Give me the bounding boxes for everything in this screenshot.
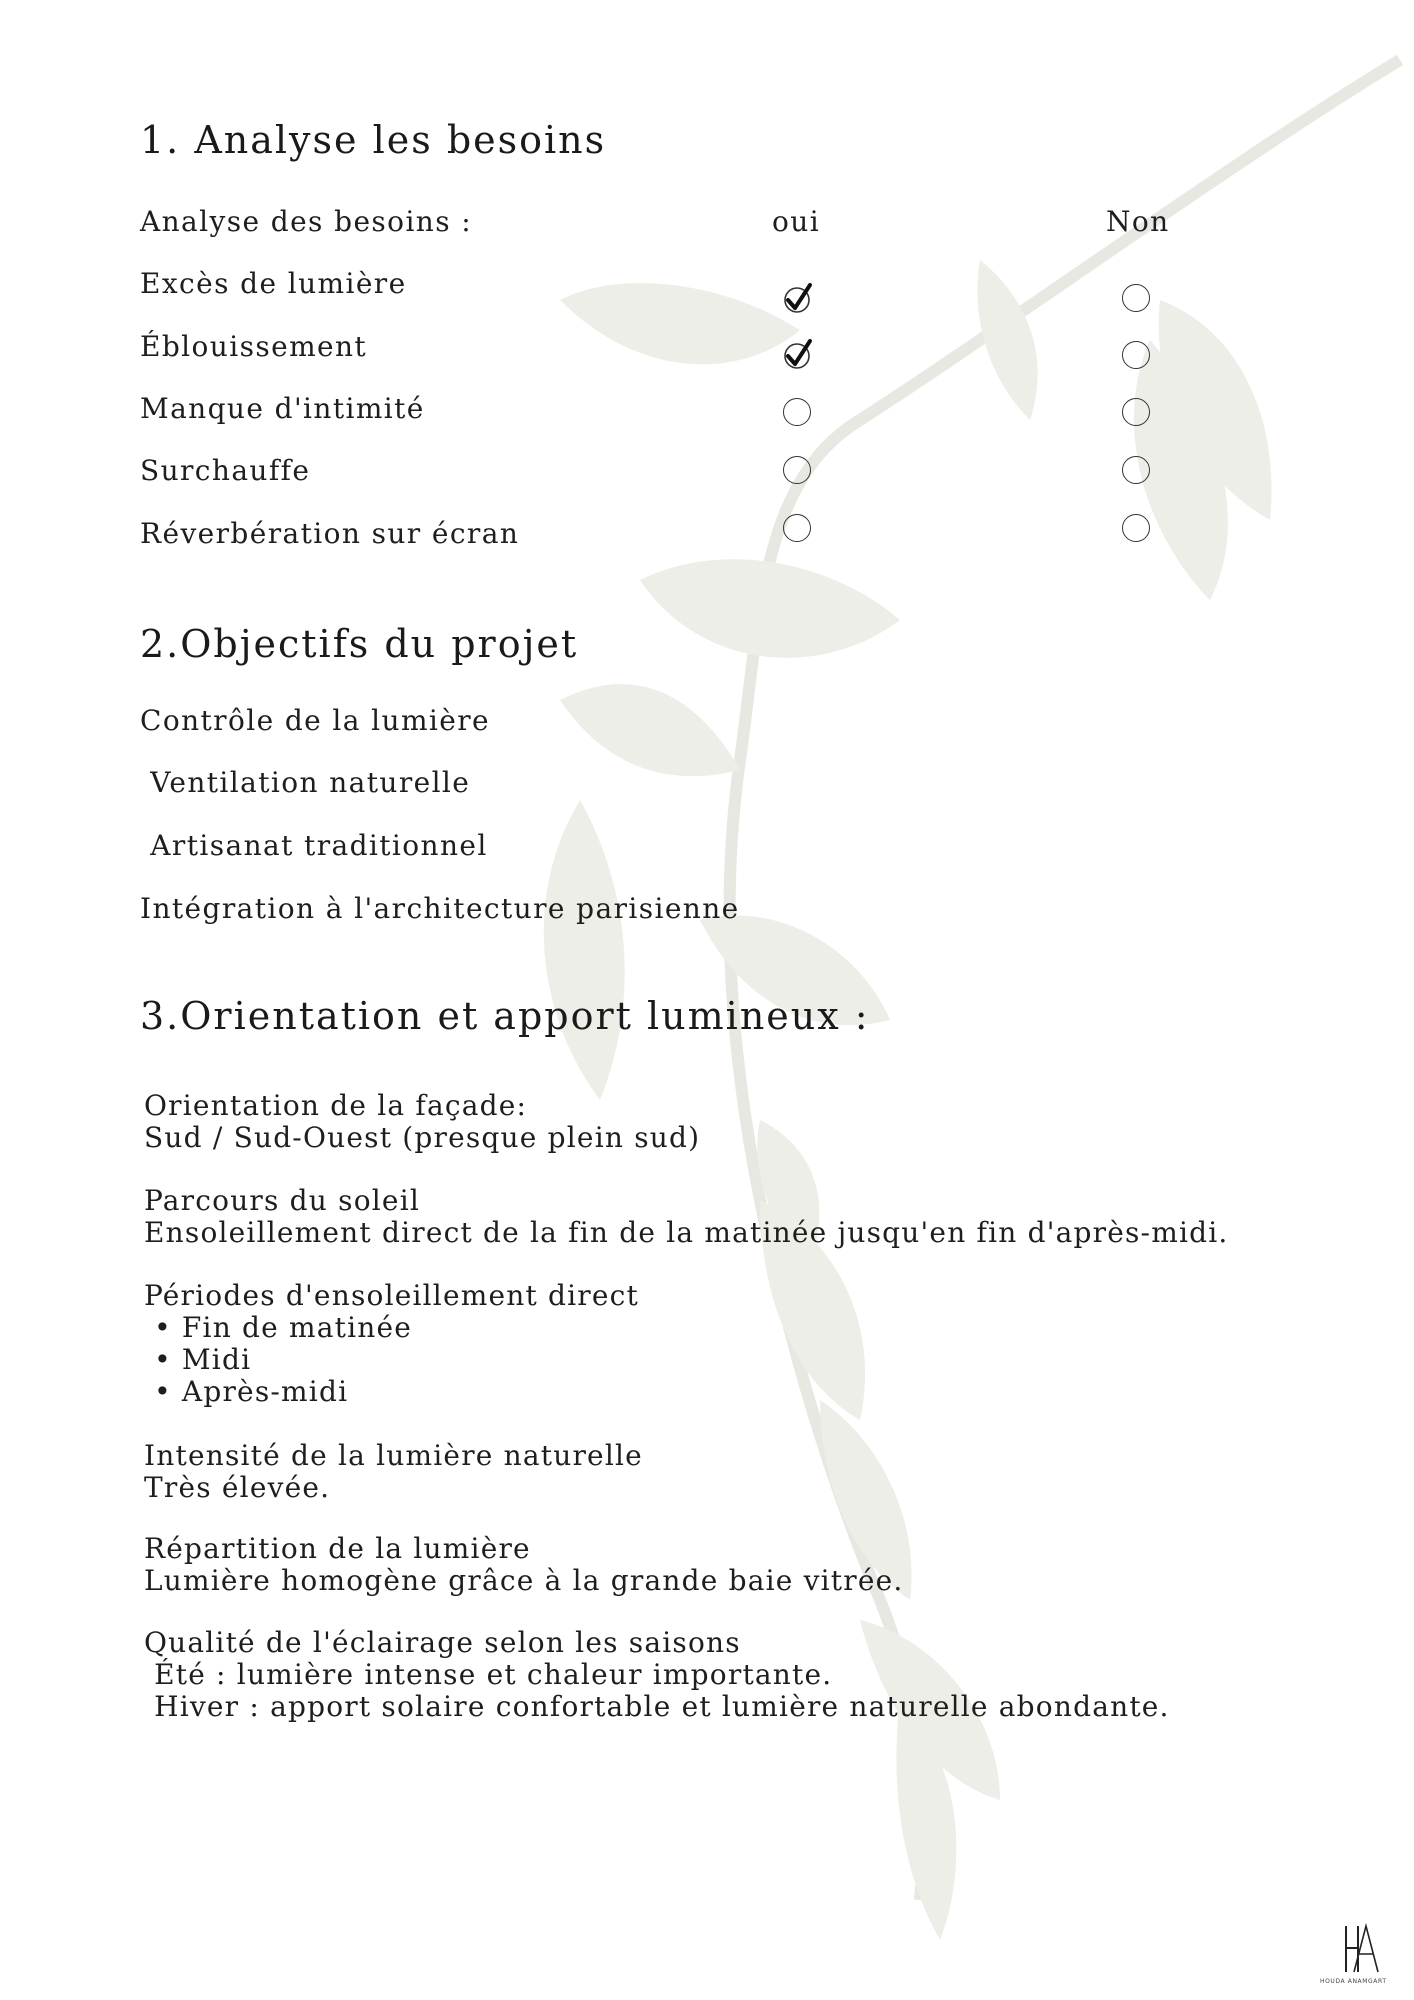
section-3-title: 3.Orientation et apport lumineux : (140, 994, 870, 1038)
info-block-sun-path (144, 1185, 1229, 1249)
section-2-title: 2.Objectifs du projet (140, 622, 579, 666)
logo-monogram-icon (1336, 1920, 1382, 1980)
radio-empty-icon[interactable] (1122, 514, 1150, 542)
radio-empty-icon[interactable] (1122, 456, 1150, 484)
needs-header-label: Analyse des besoins : (140, 205, 473, 238)
info-heading: Périodes d'ensoleillement direct (144, 1279, 639, 1312)
list-item: Intégration à l'architecture parisienne (140, 892, 740, 925)
radio-empty-icon[interactable] (1122, 398, 1150, 426)
info-line: Ensoleillement direct de la fin de la matinée jusqu'en fin d'après-midi. (144, 1216, 1229, 1249)
info-line: Très élevée. (144, 1471, 331, 1504)
col-header-no: Non (1106, 205, 1170, 238)
info-line: Sud / Sud-Ouest (presque plein sud) (144, 1121, 701, 1154)
info-heading: Orientation de la façade: (144, 1089, 528, 1122)
needs-row-label: Surchauffe (140, 454, 311, 487)
list-item: Contrôle de la lumière (140, 704, 490, 737)
needs-row-label: Excès de lumière (140, 267, 407, 300)
needs-row-label: Éblouissement (140, 330, 368, 363)
radio-empty-icon[interactable] (783, 514, 811, 542)
col-header-yes: oui (772, 205, 821, 238)
info-line: • Après-midi (144, 1375, 349, 1408)
info-block-orientation (144, 1090, 700, 1154)
list-item: Ventilation naturelle (140, 766, 471, 799)
radio-empty-icon[interactable] (1122, 284, 1150, 312)
logo-caption: HOUDA ANAMGART (1320, 1978, 1387, 1985)
info-block-seasons (144, 1627, 1170, 1723)
info-line: Lumière homogène grâce à la grande baie vitrée. (144, 1564, 904, 1597)
info-line: • Midi (144, 1343, 252, 1376)
section-1-title: 1. Analyse les besoins (140, 118, 607, 162)
needs-row-label: Manque d'intimité (140, 392, 425, 425)
info-line: • Fin de matinée (144, 1311, 413, 1344)
list-item: Artisanat traditionnel (140, 829, 488, 862)
radio-empty-icon[interactable] (783, 398, 811, 426)
info-heading: Intensité de la lumière naturelle (144, 1439, 643, 1472)
info-heading: Parcours du soleil (144, 1184, 421, 1217)
info-block-distribution (144, 1533, 903, 1597)
info-line: Été : lumière intense et chaleur importante. (144, 1658, 833, 1691)
info-heading: Répartition de la lumière (144, 1532, 531, 1565)
radio-empty-icon[interactable] (1122, 341, 1150, 369)
info-block-sun-periods (144, 1280, 639, 1408)
radio-empty-icon[interactable] (783, 456, 811, 484)
info-heading: Qualité de l'éclairage selon les saisons (144, 1626, 741, 1659)
info-block-intensity (144, 1440, 643, 1504)
check-icon[interactable] (782, 339, 814, 371)
info-line: Hiver : apport solaire confortable et lumière naturelle abondante. (144, 1690, 1170, 1723)
check-icon[interactable] (782, 283, 814, 315)
needs-row-label: Réverbération sur écran (140, 517, 520, 550)
